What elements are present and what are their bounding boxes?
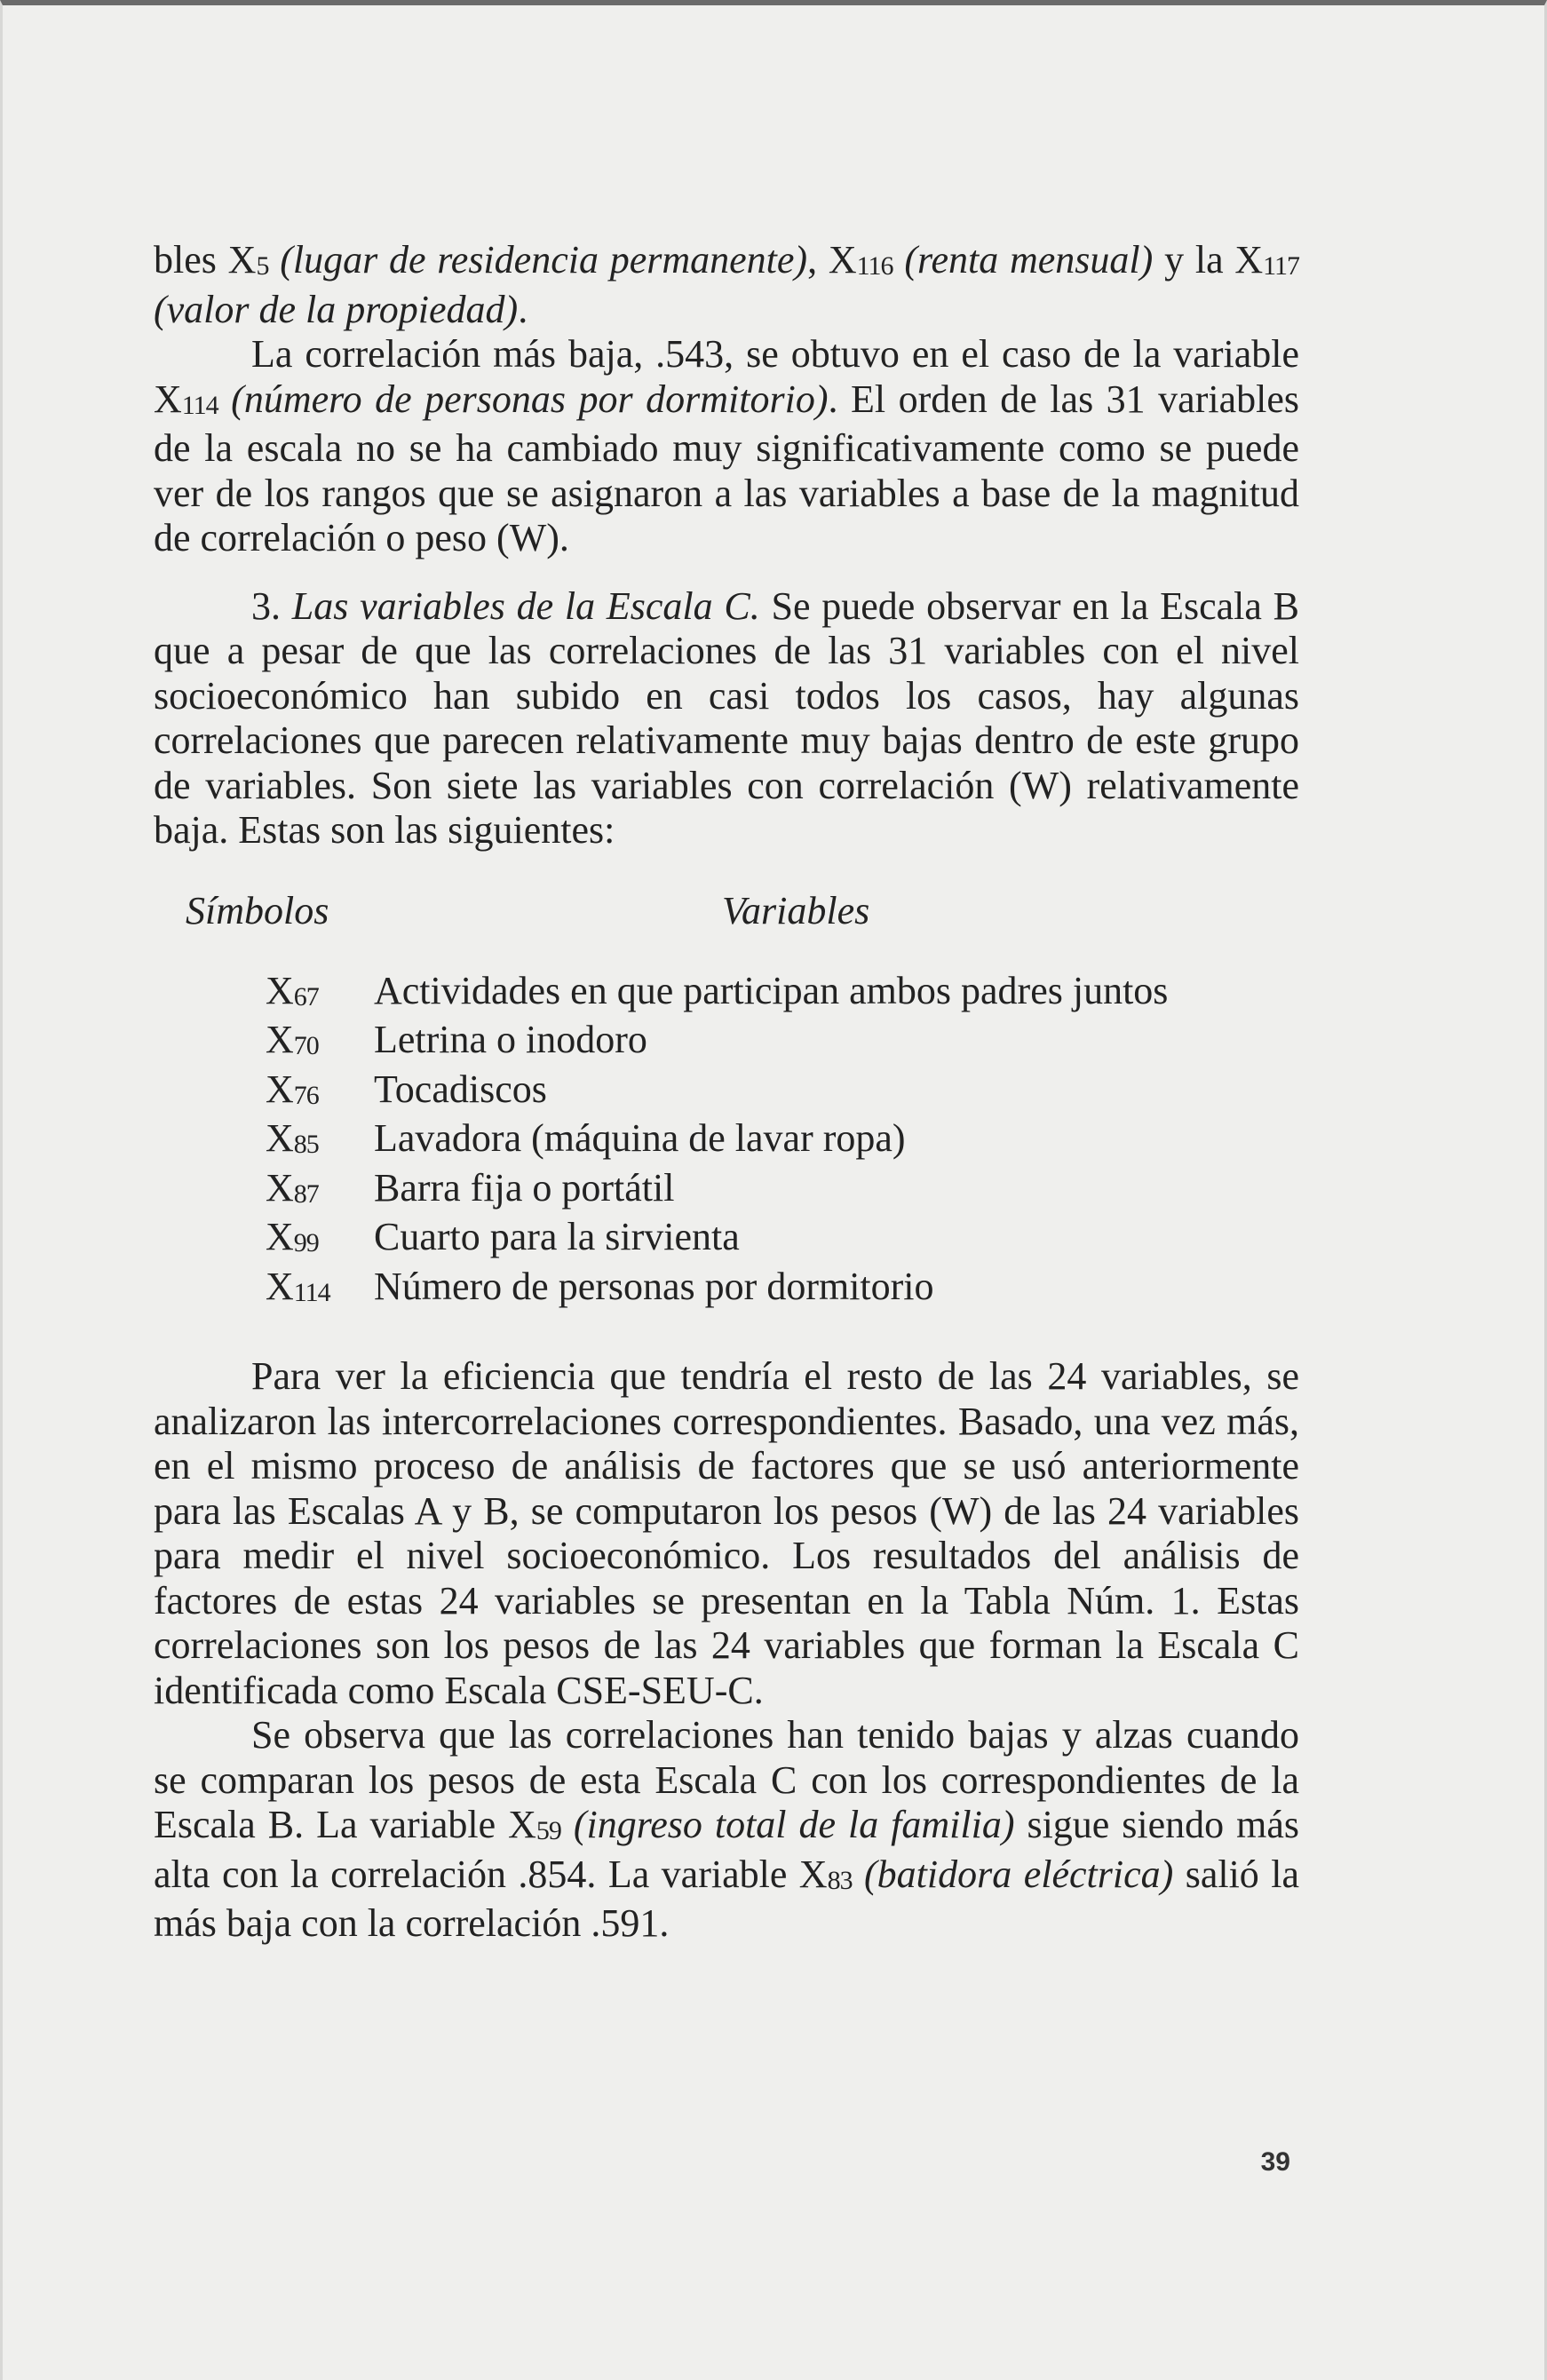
subscript: 114 (181, 390, 218, 420)
header-variables: Variables (722, 888, 870, 932)
paragraph-3 (154, 584, 1299, 853)
variable-cell: Actividades en que participan ambos padres juntos (374, 968, 1169, 1012)
paragraph-2 (154, 332, 1299, 561)
subscript: 76 (293, 1080, 319, 1110)
table-row (154, 1166, 1299, 1216)
italic-term: (ingreso total de la familia) (573, 1803, 1015, 1846)
symbol-cell (154, 1116, 374, 1166)
paragraph-5 (154, 1713, 1299, 1947)
text-run: , X (807, 238, 857, 282)
symbol-cell (154, 1215, 374, 1265)
symbol: X (266, 1215, 294, 1258)
italic-term: (número de personas por dormitorio) (231, 377, 829, 421)
variable-cell: Cuarto para la sirvienta (374, 1215, 740, 1258)
table-row (154, 1215, 1299, 1265)
variable-cell: Número de personas por dormitorio (374, 1264, 934, 1308)
table-row (154, 1116, 1299, 1166)
symbol: X (266, 1018, 294, 1061)
header-symbols: Símbolos (186, 888, 329, 932)
table-row (154, 1018, 1299, 1067)
text-run: Se observa que las correlaciones han tenido bajas y alzas cuando se comparan los pesos de esta Escala C con los correspondientes de la Escala B. La variable X (154, 1713, 1299, 1846)
italic-term: (batidora eléctrica) (864, 1852, 1174, 1896)
subscript: 116 (856, 251, 893, 281)
table-row (154, 1067, 1299, 1117)
text-run: Se puede observar en la Escala B que a pesar de que las correlaciones de las 31 variables con el nivel socioeconómico han subido en casi todos los casos, hay algunas correlaciones que parecen relativamente muy bajas dentro de este grupo de variables. Son siete las variables con correlación (W) relativamente baja. Estas son las siguientes: (154, 583, 1300, 852)
subscript: 70 (293, 1031, 319, 1060)
symbol-cell (154, 1166, 374, 1216)
variables-table (154, 969, 1299, 1314)
text-run: sigue siendo más alta con la correlación .854. La variable X (154, 1803, 1300, 1896)
symbol: X (266, 968, 294, 1012)
variable-cell: Letrina o inodoro (374, 1018, 647, 1061)
subscript: 114 (293, 1277, 330, 1307)
subscript: 5 (256, 251, 269, 281)
text-run: salió la más baja con la correlación .591. (154, 1852, 1299, 1945)
italic-term: (valor de la propiedad) (154, 287, 519, 331)
symbol-cell (154, 1265, 374, 1314)
text-run: La correlación más baja, .543, se obtuvo en el caso de la variable X (154, 332, 1299, 421)
symbol: X (266, 1067, 294, 1111)
section-title: Las variables de la Escala C. (291, 583, 760, 628)
italic-term: (renta mensual) (904, 238, 1154, 282)
body-text (154, 238, 1299, 1947)
section-number: 3. (251, 583, 292, 628)
paragraph-1 (154, 238, 1299, 332)
text-run: . El orden de las 31 variables de la escala no se ha cambiado muy significativamente como se puede ver de los rangos que se asignaron a las variables a base de la magnitud de correlación o peso (W). (154, 377, 1299, 559)
symbol: X (266, 1116, 294, 1160)
subscript: 85 (293, 1130, 319, 1159)
subscript: 87 (293, 1178, 319, 1209)
symbol-cell (154, 969, 374, 1019)
text-run: . (518, 287, 528, 331)
italic-term: (lugar de residencia permanente) (280, 238, 808, 282)
text-run: Para ver la eficiencia que tendría el resto de las 24 variables, se analizaron las intercorrelaciones correspondientes. Basado, una vez más, en el mismo proceso de análisis de factores que se usó anteriormente para las Escalas A y B, se computaron los pesos (W) de las 24 variables para medir el nivel socioeconómico. Los resultados del análisis de factores de estas 24 variables se presentan en la Tabla Núm. 1. Estas correlaciones son los pesos de las 24 variables que forman la Escala C identificada como Escala CSE-SEU-C. (154, 1354, 1299, 1712)
table-row (154, 969, 1299, 1019)
page-number: 39 (1260, 2147, 1290, 2177)
symbol-cell (154, 1067, 374, 1117)
subscript: 59 (536, 1816, 561, 1845)
variable-cell: Lavadora (máquina de lavar ropa) (374, 1116, 906, 1160)
variables-table-header (154, 889, 1299, 933)
text-run: y la X (1153, 238, 1264, 282)
variable-cell: Barra fija o portátil (374, 1165, 675, 1210)
table-row (154, 1265, 1299, 1314)
subscript: 117 (1263, 251, 1300, 281)
text-run: bles X (154, 238, 257, 282)
variable-cell: Tocadiscos (374, 1067, 547, 1111)
subscript: 83 (827, 1865, 853, 1895)
symbol-cell (154, 1018, 374, 1067)
symbol: X (266, 1264, 294, 1308)
subscript: 67 (293, 981, 319, 1012)
symbol: X (266, 1165, 294, 1210)
subscript: 99 (293, 1228, 319, 1257)
paragraph-4 (154, 1354, 1299, 1713)
